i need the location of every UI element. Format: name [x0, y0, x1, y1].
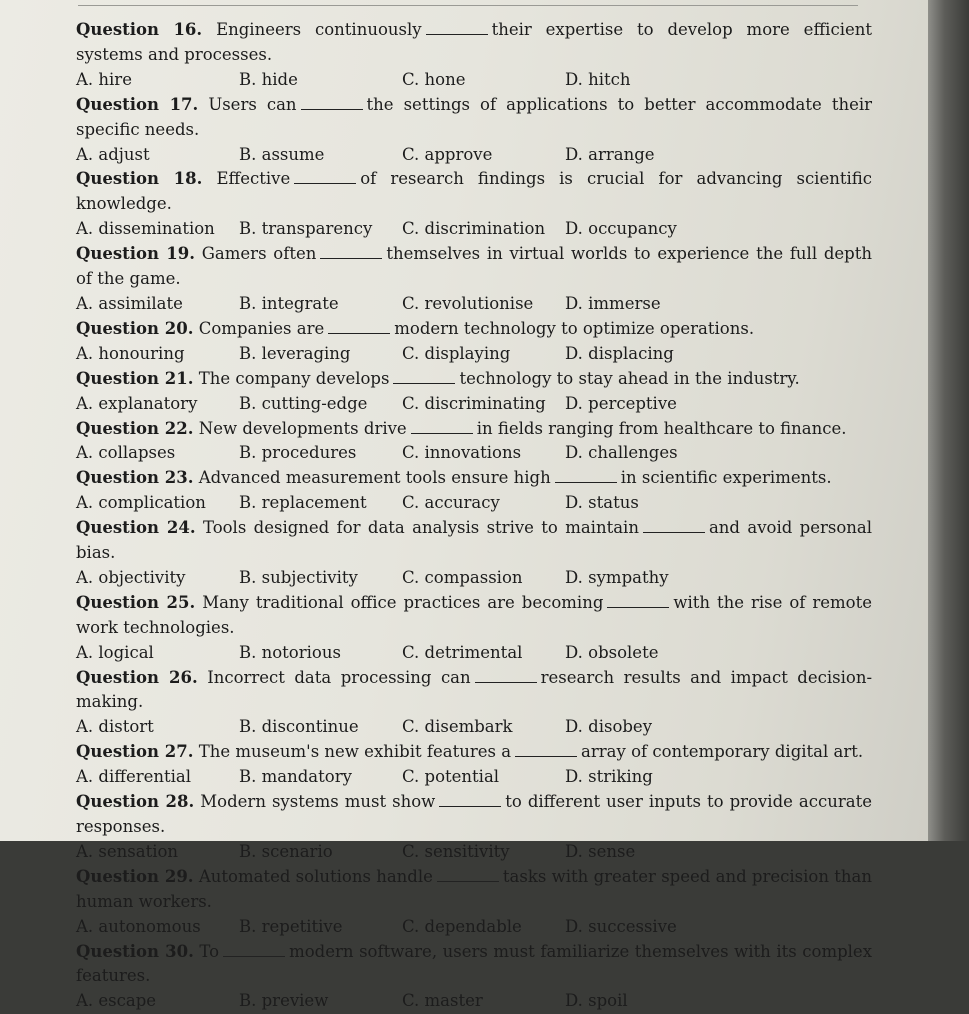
question-stem	[76, 367, 872, 392]
question-stem	[76, 93, 872, 143]
question-stem	[76, 417, 872, 442]
question-block	[76, 18, 872, 93]
question-number: Question 17.	[76, 94, 199, 114]
answer-options	[76, 217, 872, 242]
question-number: Question 27.	[76, 742, 194, 762]
question-block	[76, 865, 872, 940]
question-number: Question 26.	[76, 667, 198, 687]
answer-option[interactable]: A. autonomous	[76, 916, 201, 936]
question-stem	[76, 591, 872, 641]
answer-blank[interactable]	[301, 108, 363, 110]
stem-before-blank: Tools designed for data analysis strive to maintain	[202, 518, 639, 538]
answer-blank[interactable]	[328, 332, 390, 334]
answer-option[interactable]: A. assimilate	[76, 293, 183, 313]
answer-blank[interactable]	[223, 955, 285, 957]
stem-before-blank: Companies are	[198, 318, 325, 338]
answer-option[interactable]: C. potential	[402, 767, 500, 787]
question-block	[76, 591, 872, 666]
question-number: Question 29.	[76, 866, 194, 886]
stem-after-blank: their expertise to develop more efficient systems and processes.	[76, 20, 872, 64]
answer-options	[76, 915, 872, 940]
answer-options	[76, 840, 872, 865]
answer-option[interactable]: A. sensation	[76, 841, 179, 861]
answer-option[interactable]: B. assume	[239, 144, 325, 164]
question-block	[76, 167, 872, 242]
answer-option[interactable]: B. scenario	[239, 841, 333, 861]
question-number: Question 19.	[76, 244, 195, 264]
question-number: Question 25.	[76, 592, 196, 612]
answer-options	[76, 491, 872, 516]
question-block	[76, 242, 872, 317]
stem-after-blank: technology to stay ahead in the industry.	[459, 368, 800, 388]
answer-options	[76, 566, 872, 591]
answer-options	[76, 765, 872, 790]
question-stem	[76, 940, 872, 990]
answer-option[interactable]: B. leveraging	[239, 343, 351, 363]
answer-option[interactable]: D. spoil	[565, 991, 628, 1011]
answer-option[interactable]: B. hide	[239, 69, 298, 89]
stem-after-blank: to different user inputs to provide accurate responses.	[76, 792, 872, 836]
answer-option[interactable]: C. discrimination	[402, 219, 546, 239]
page-edge-shadow	[928, 0, 969, 841]
question-stem	[76, 740, 872, 765]
answer-option[interactable]: A. differential	[76, 767, 192, 787]
question-block	[76, 940, 872, 1014]
stem-after-blank: tasks with greater speed and precision than human workers.	[76, 866, 872, 911]
answer-option[interactable]: D. sense	[565, 841, 636, 861]
answer-blank[interactable]	[294, 182, 356, 184]
question-number: Question 20.	[76, 318, 194, 338]
answer-option[interactable]: A. objectivity	[76, 567, 186, 587]
stem-after-blank: modern software, users must familiarize themselves with its complex features.	[76, 941, 873, 986]
answer-option[interactable]: B. preview	[239, 991, 329, 1011]
answer-option[interactable]: B. discontinue	[239, 717, 359, 737]
question-block	[76, 417, 872, 467]
answer-option[interactable]: C. discriminating	[402, 393, 546, 413]
question-stem	[76, 790, 872, 840]
question-list	[76, 18, 872, 1014]
stem-after-blank: with the rise of remote work technologies.	[76, 592, 872, 637]
answer-option[interactable]: D. perceptive	[565, 393, 677, 413]
answer-option[interactable]: D. obsolete	[565, 642, 659, 662]
answer-blank[interactable]	[411, 432, 473, 434]
answer-option[interactable]: A. adjust	[76, 144, 150, 164]
answer-option[interactable]: A. distort	[76, 717, 154, 737]
answer-blank[interactable]	[515, 755, 577, 757]
answer-option[interactable]: C. sensitivity	[402, 841, 510, 861]
answer-option[interactable]: D. arrange	[565, 144, 655, 164]
answer-option[interactable]: D. hitch	[565, 69, 631, 89]
question-block	[76, 93, 872, 168]
question-block	[76, 666, 872, 741]
question-block	[76, 317, 872, 367]
question-stem	[76, 466, 872, 491]
answer-option[interactable]: A. complication	[76, 493, 206, 513]
answer-option[interactable]: C. master	[402, 991, 483, 1011]
answer-option[interactable]: A. explanatory	[76, 393, 198, 413]
stem-before-blank: Engineers continuously	[216, 20, 422, 39]
answer-options	[76, 641, 872, 666]
question-stem	[76, 666, 872, 716]
answer-blank[interactable]	[320, 257, 382, 259]
question-block	[76, 466, 872, 516]
stem-before-blank: Gamers often	[201, 244, 317, 264]
stem-after-blank: in scientific experiments.	[620, 468, 832, 488]
answer-option[interactable]: B. repetitive	[239, 916, 343, 936]
answer-blank[interactable]	[393, 382, 455, 384]
question-stem	[76, 865, 872, 915]
question-number: Question 30.	[76, 941, 194, 961]
answer-options	[76, 441, 872, 466]
answer-blank[interactable]	[555, 481, 617, 483]
answer-option[interactable]: B. transparency	[239, 219, 373, 239]
stem-before-blank: Advanced measurement tools ensure high	[198, 468, 551, 488]
stem-before-blank: To	[199, 941, 220, 961]
question-number: Question 22.	[76, 418, 194, 438]
answer-option[interactable]: C. detrimental	[402, 642, 523, 662]
answer-option[interactable]: C. compassion	[402, 567, 523, 587]
stem-after-blank: themselves in virtual worlds to experience the full depth of the game.	[76, 244, 873, 289]
answer-option[interactable]: B. integrate	[239, 293, 339, 313]
stem-before-blank: The company develops	[198, 368, 390, 388]
answer-blank[interactable]	[437, 880, 499, 882]
top-divider	[78, 5, 858, 6]
stem-after-blank: modern technology to optimize operations.	[394, 318, 755, 338]
question-stem	[76, 18, 872, 68]
question-number: Question 23.	[76, 468, 194, 488]
question-block	[76, 790, 872, 865]
question-block	[76, 740, 872, 790]
question-number: Question 21.	[76, 368, 194, 388]
answer-options	[76, 342, 872, 367]
answer-blank[interactable]	[607, 606, 669, 608]
answer-options	[76, 715, 872, 740]
answer-options	[76, 989, 872, 1014]
answer-option[interactable]: C. accuracy	[402, 493, 500, 513]
question-block	[76, 516, 872, 591]
question-stem	[76, 167, 872, 217]
answer-options	[76, 392, 872, 417]
stem-before-blank: New developments drive	[198, 418, 407, 438]
question-number: Question 18.	[76, 169, 203, 189]
answer-blank[interactable]	[439, 805, 501, 807]
answer-option[interactable]: A. honouring	[76, 343, 185, 363]
answer-option[interactable]: B. subjectivity	[239, 567, 358, 587]
answer-option[interactable]: C. dependable	[402, 916, 522, 936]
question-block	[76, 367, 872, 417]
answer-option[interactable]: C. displaying	[402, 343, 511, 363]
answer-option[interactable]: C. revolutionise	[402, 293, 534, 313]
question-stem	[76, 242, 872, 292]
stem-before-blank: Modern systems must show	[200, 792, 436, 812]
answer-option[interactable]: B. notorious	[239, 642, 341, 662]
answer-options	[76, 68, 872, 93]
answer-option[interactable]: C. disembark	[402, 717, 513, 737]
stem-after-blank: research results and impact decision-making.	[76, 667, 873, 712]
question-stem	[76, 317, 872, 342]
stem-before-blank: Effective	[216, 169, 291, 189]
stem-after-blank: array of contemporary digital art.	[581, 742, 864, 762]
answer-option[interactable]: C. innovations	[402, 443, 522, 463]
answer-option[interactable]: D. successive	[565, 916, 677, 936]
answer-option[interactable]: B. replacement	[239, 493, 367, 513]
answer-option[interactable]: B. mandatory	[239, 767, 352, 787]
answer-options	[76, 292, 872, 317]
answer-option[interactable]: B. cutting-edge	[239, 393, 368, 413]
stem-before-blank: The museum's new exhibit features a	[198, 742, 512, 762]
answer-option[interactable]: D. occupancy	[565, 219, 677, 239]
stem-before-blank: Many traditional office practices are becoming	[202, 592, 604, 612]
answer-option[interactable]: D. immerse	[565, 293, 661, 313]
answer-option[interactable]: A. collapses	[76, 443, 176, 463]
stem-after-blank: the settings of applications to better accommodate their specific needs.	[76, 94, 873, 139]
answer-blank[interactable]	[643, 531, 705, 533]
answer-option[interactable]: A. hire	[76, 69, 132, 89]
answer-blank[interactable]	[475, 681, 537, 683]
stem-after-blank: in fields ranging from healthcare to finance.	[476, 418, 847, 438]
answer-option[interactable]: D. challenges	[565, 443, 678, 463]
answer-option[interactable]: B. procedures	[239, 443, 357, 463]
question-stem	[76, 516, 872, 566]
answer-option[interactable]: A. escape	[76, 991, 157, 1011]
question-number: Question 24.	[76, 518, 196, 538]
answer-option[interactable]: C. hone	[402, 69, 466, 89]
stem-after-blank: and avoid personal bias.	[76, 518, 872, 563]
answer-option[interactable]: C. approve	[402, 144, 493, 164]
answer-option[interactable]: D. disobey	[565, 717, 653, 737]
answer-blank[interactable]	[426, 33, 488, 35]
answer-option[interactable]: A. dissemination	[76, 219, 215, 239]
answer-option[interactable]: D. striking	[565, 767, 653, 787]
answer-option[interactable]: D. status	[565, 493, 639, 513]
stem-before-blank: Incorrect data processing can	[207, 667, 471, 687]
stem-before-blank: Users can	[208, 94, 297, 114]
answer-option[interactable]: A. logical	[76, 642, 154, 662]
answer-option[interactable]: D. displacing	[565, 343, 674, 363]
answer-option[interactable]: D. sympathy	[565, 567, 669, 587]
answer-options	[76, 143, 872, 168]
stem-after-blank: of research findings is crucial for advancing scientific knowledge.	[76, 169, 873, 214]
question-number: Question 16.	[76, 20, 203, 39]
stem-before-blank: Automated solutions handle	[198, 866, 433, 886]
question-number: Question 28.	[76, 792, 195, 812]
